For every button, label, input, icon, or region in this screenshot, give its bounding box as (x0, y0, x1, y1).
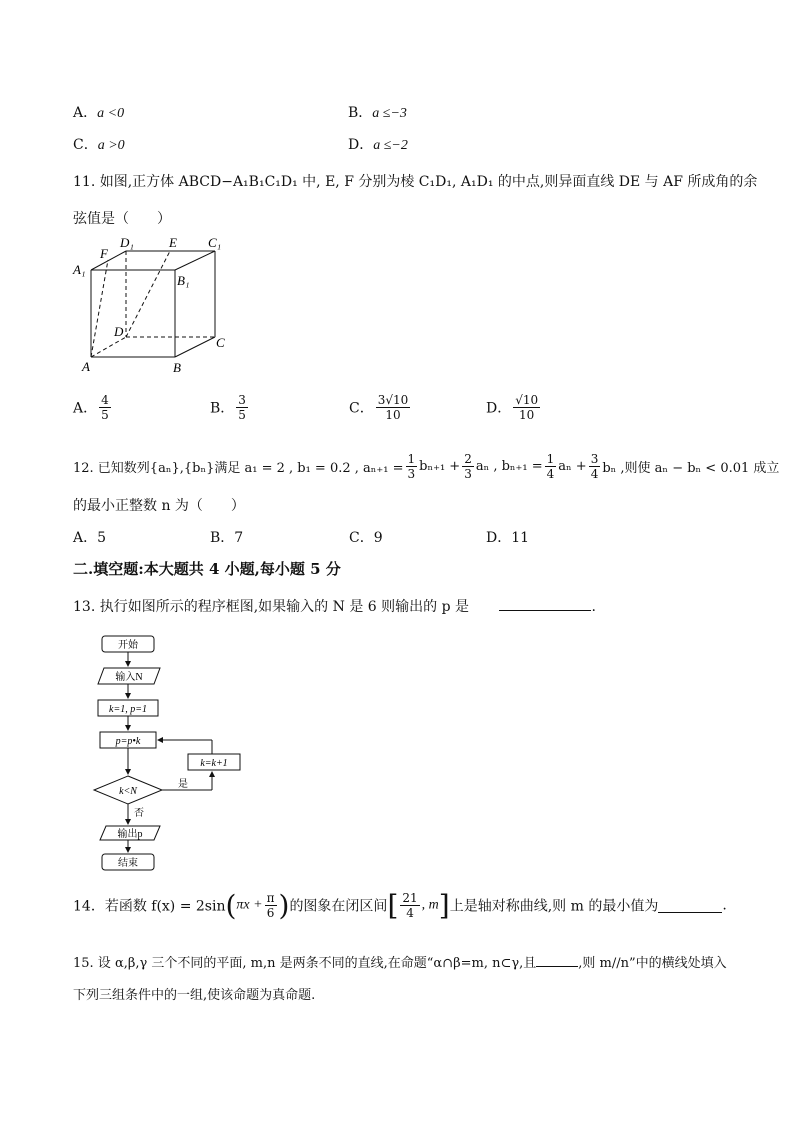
flow-end: 结束 (118, 858, 138, 869)
flow-yes-label: 是 (178, 779, 188, 790)
flow-calc: p=p•k (115, 736, 141, 747)
label-d1: D₁ (120, 235, 134, 250)
q10-option-c: C．a >0 (73, 137, 125, 153)
q13-answer-blank (499, 596, 591, 611)
q11-option-d: D． $\frac{√10}{10}$ (486, 393, 539, 422)
flowchart (90, 630, 260, 875)
q13-stem: 13. 执行如图所示的程序框图,如果输入的 N 是 6 则输出的 p 是 . (73, 596, 596, 616)
label-d: D (114, 324, 124, 339)
q12-option-c: C．9 (349, 530, 383, 546)
flow-inc: k=k+1 (200, 758, 228, 769)
section-heading: 二.填空题:本大题共 4 小题,每小题 5 分 (73, 560, 341, 578)
q12-stem-line1: 12. 已知数列{aₙ},{bₙ}满足 a₁ = 2 , b₁ = 0.2 , aₙ₊₁ = $\frac{1}{3}$ bₙ₊₁ + $\frac{2}{3}$ aₙ , bₙ₊₁ = $\frac{1}{4}$ aₙ + $\frac{3}{4}$ bₙ ,则使 aₙ − bₙ < 0.01 成立 (73, 452, 780, 481)
q15-stem-line2: 下列三组条件中的一组,使该命题为真命题. (73, 988, 316, 1003)
q12-option-d: D．11 (486, 530, 530, 546)
label-b1: B₁ (177, 273, 190, 288)
flow-start: 开始 (118, 640, 138, 651)
label-f: F (100, 246, 108, 261)
q15-stem-line1: 15. 设 α,β,γ 三个不同的平面, m,n 是两条不同的直线,在命题“α∩β=m, n⊂γ,且 ,则 m//n”中的横线处填入 (73, 952, 727, 971)
q12-option-b: B．7 (210, 530, 244, 546)
flow-cond: k<N (119, 786, 137, 797)
q11-option-a: A． $\frac{4}{5}$ (73, 393, 109, 422)
q12-stem-line2: 的最小正整数 n 为（ ） (73, 498, 245, 514)
label-a1: A₁ (73, 262, 86, 277)
flow-output: 输出p (117, 829, 143, 840)
label-e: E (169, 235, 177, 250)
flow-init: k=1, p=1 (109, 704, 147, 715)
flow-input: 输入N (115, 672, 143, 683)
label-c1: C₁ (208, 235, 222, 250)
q10-option-a: A．a <0 (73, 105, 125, 121)
q10-option-d: D．a ≤−2 (348, 137, 408, 153)
cube-figure (70, 234, 240, 376)
label-c: C (216, 335, 225, 350)
q11-option-c: C． $\frac{3√10}{10}$ (349, 393, 409, 422)
q12-option-a: A．5 (73, 530, 107, 546)
q10-option-b: B．a ≤−3 (348, 105, 407, 121)
label-b: B (173, 360, 181, 375)
q11-stem-line1: 11. 如图,正方体 ABCD−A₁B₁C₁D₁ 中, E, F 分别为棱 C₁D₁, A₁D₁ 的中点,则异面直线 DE 与 AF 所成角的余 (73, 174, 758, 190)
label-a: A (82, 359, 90, 374)
q15-answer-blank (536, 952, 578, 967)
q11-option-b: B． $\frac{3}{5}$ (210, 393, 246, 422)
q11-stem-line2: 弦值是（ ） (73, 211, 171, 227)
flow-no-label: 否 (134, 808, 144, 819)
q14-answer-blank (658, 898, 722, 913)
q14-stem: 14．若函数 f(x) = 2sin(πx + $\frac{\pi}{6}$ )的图象在闭区间[ $\frac{21}{4}$ , m]上是轴对称曲线,则 m 的最小值为 . (73, 889, 727, 922)
